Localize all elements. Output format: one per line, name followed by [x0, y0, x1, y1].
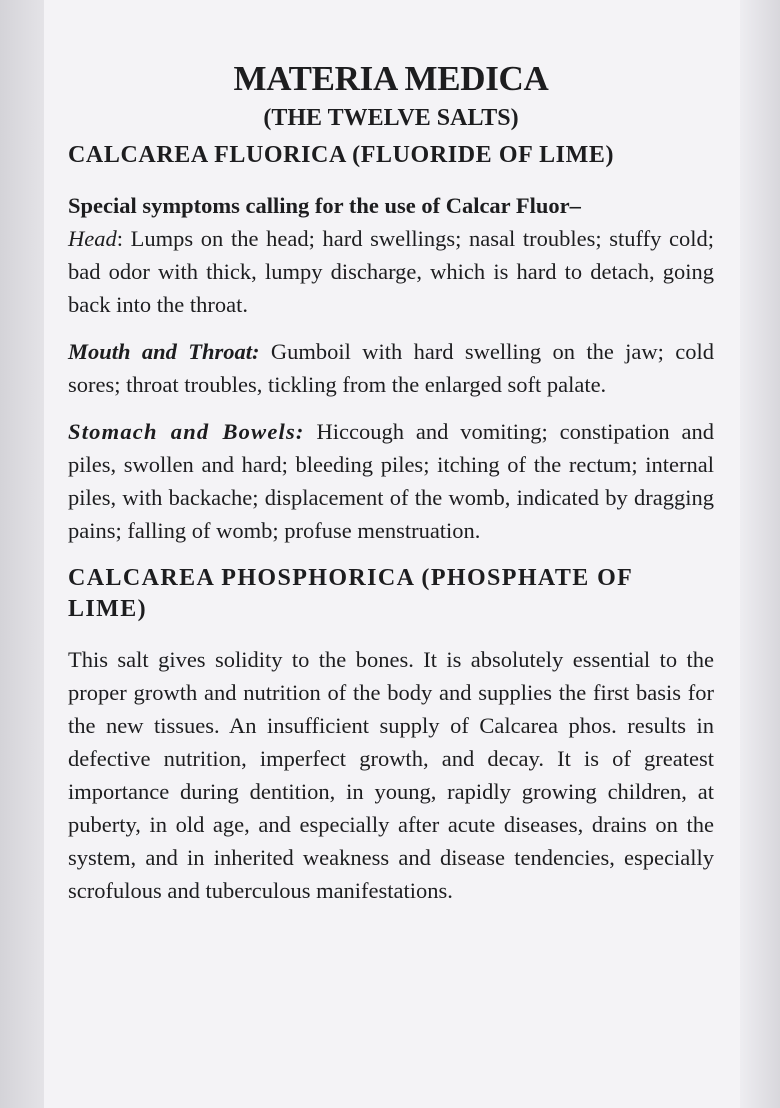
- mouth-throat-text: Gumboil with hard swelling on the jaw; cold sores; throat troubles, tickling from the enlarged soft palate.: [68, 339, 714, 397]
- mouth-throat-label: Mouth and Throat:: [68, 339, 260, 364]
- book-page: [44, 0, 740, 1108]
- paragraph-calcarea-phosphorica: This salt gives solidity to the bones. It is absolutely essential to the proper growth and nutrition of the body and supplies the first basis for the new tissues. An insufficient supply of Calcarea phos. results in defective nutrition, imperfect growth, and decay. It is of greatest importance during dentition, in young, rapidly growing children, at puberty, in old age, and especially after acute diseases, drains on the system, and in inherited weakness and disease tendencies, especially scrofulous and tuberculous manifestations.: [68, 647, 714, 903]
- special-symptoms-intro: Special symptoms calling for the use of Calcar Fluor–: [68, 193, 581, 218]
- page-content: [68, 58, 714, 907]
- section-heading-calcarea-phosphorica: CALCAREA PHOSPHORICA (PHOSPHATE OF LIME): [68, 565, 633, 622]
- head-text: : Lumps on the head; hard swellings; nasal troubles; stuffy cold; bad odor with thick, lumpy discharge, which is hard to detach, going back into the throat.: [68, 226, 714, 317]
- paragraph-mouth-throat: [68, 335, 714, 401]
- stomach-bowels-text: Hiccough and vomiting; constipation and piles, swollen and hard; bleeding piles; itching of the rectum; internal piles, with backache; displacement of the womb, indicated by dragging pains; falling of womb; profuse menstruation.: [68, 419, 714, 543]
- page-edge-right: [740, 0, 780, 1108]
- head-label: Head: [68, 226, 117, 251]
- page-subtitle: (THE TWELVE SALTS): [263, 105, 519, 131]
- section-heading-calcarea-fluorica: CALCAREA FLUORICA (FLUORIDE OF LIME): [68, 142, 615, 168]
- paragraph-stomach-bowels: [68, 415, 714, 547]
- paragraph-head: [68, 189, 714, 321]
- stomach-bowels-label: Stomach and Bowels:: [68, 419, 305, 444]
- page-title: MATERIA MEDICA: [233, 59, 549, 98]
- page-edge-left: [0, 0, 44, 1108]
